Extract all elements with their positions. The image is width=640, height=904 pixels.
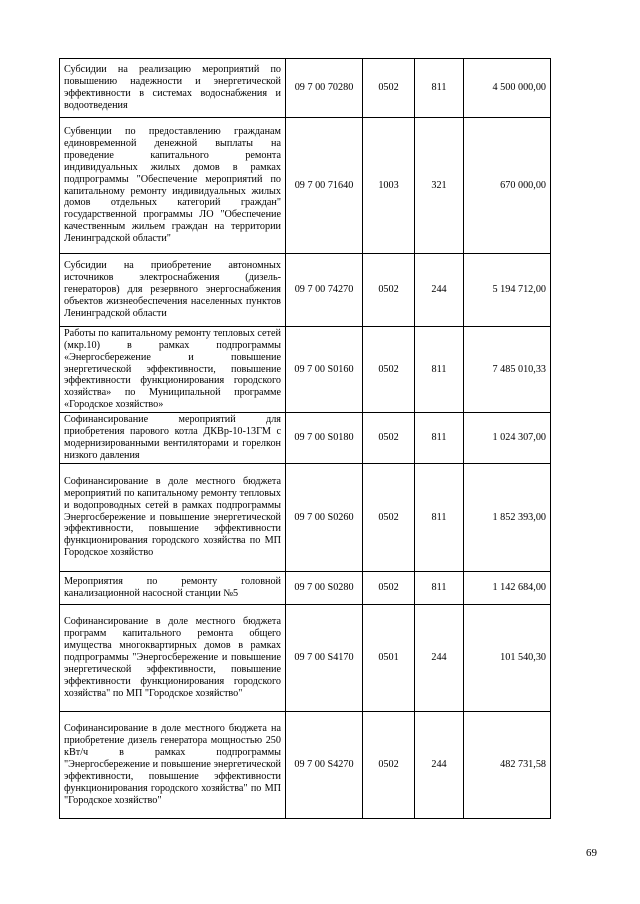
row-target-code: 09 7 00 S0160 xyxy=(286,327,363,413)
row-description: Субсидии на приобретение автономных источников электроснабжения (дизель-генераторов) для резервного энергоснабжения объектов жизнеобеспечения населенных пунктов Ленинградской области xyxy=(60,254,286,327)
row-amount: 1 024 307,00 xyxy=(464,413,551,464)
table-row xyxy=(60,413,551,464)
row-target-code: 09 7 00 S4170 xyxy=(286,605,363,712)
row-description: Мероприятия по ремонту головной канализационной насосной станции №5 xyxy=(60,572,286,605)
row-target-code: 09 7 00 70280 xyxy=(286,59,363,118)
row-target-code: 09 7 00 S4270 xyxy=(286,712,363,819)
row-section-code: 0502 xyxy=(363,59,415,118)
row-expense-type: 244 xyxy=(415,712,464,819)
table-row xyxy=(60,118,551,254)
row-description: Софинансирование в доле местного бюджета мероприятий по капитальному ремонту тепловых и водопроводных сетей в рамках подпрограммы Энергосбережение и повышение энергетической эффективности, повышение эффективности функционирования городского хозяйства по МП Городское хозяйство xyxy=(60,464,286,572)
table-row xyxy=(60,59,551,118)
row-amount: 101 540,30 xyxy=(464,605,551,712)
row-target-code: 09 7 00 S0260 xyxy=(286,464,363,572)
row-expense-type: 321 xyxy=(415,118,464,254)
row-expense-type: 811 xyxy=(415,464,464,572)
row-section-code: 0502 xyxy=(363,413,415,464)
row-target-code: 09 7 00 71640 xyxy=(286,118,363,254)
row-section-code: 0502 xyxy=(363,712,415,819)
table-row xyxy=(60,327,551,413)
row-description: Софинансирование мероприятий для приобретения парового котла ДКВр-10-13ГМ с модернизированными вентиляторами и горелкон низкого давления xyxy=(60,413,286,464)
row-amount: 4 500 000,00 xyxy=(464,59,551,118)
row-amount: 7 485 010,33 xyxy=(464,327,551,413)
table-row xyxy=(60,712,551,819)
budget-table xyxy=(59,58,551,819)
row-description: Софинансирование в доле местного бюджета на приобретение дизель генератора мощностью 250 кВт/ч в рамках подпрограммы "Энергосбережение и повышение энергетической эффективности, повышение эффективности функционирования городского хозяйства" по МП "Городское хозяйство" xyxy=(60,712,286,819)
row-target-code: 09 7 00 S0180 xyxy=(286,413,363,464)
row-amount: 1 852 393,00 xyxy=(464,464,551,572)
row-amount: 670 000,00 xyxy=(464,118,551,254)
row-section-code: 1003 xyxy=(363,118,415,254)
table-row xyxy=(60,572,551,605)
table-row xyxy=(60,254,551,327)
row-section-code: 0502 xyxy=(363,572,415,605)
row-description: Софинансирование в доле местного бюджета программ капитального ремонта общего имущества многоквартирных домов в рамках подпрограммы "Энергосбережение и повышение энергетической эффективности, повышение эффективности функционирования городского хозяйства" по МП "Городское хозяйство" xyxy=(60,605,286,712)
row-expense-type: 244 xyxy=(415,605,464,712)
row-expense-type: 811 xyxy=(415,59,464,118)
row-expense-type: 811 xyxy=(415,413,464,464)
table-row xyxy=(60,605,551,712)
row-description: Субсидии на реализацию мероприятий по повышению надежности и энергетической эффективности в системах водоснабжения и водоотведения xyxy=(60,59,286,118)
row-description: Субвенции по предоставлению гражданам единовременной денежной выплаты на проведение капитального ремонта индивидуальных жилых домов в рамках подпрограммы "Обеспечение мероприятий по капитальному ремонту индивидуальных жилых домов отдельных категорий граждан" государственной программы ЛО "Обеспечение качественным жильем граждан на территории Ленинградской области" xyxy=(60,118,286,254)
row-amount: 1 142 684,00 xyxy=(464,572,551,605)
row-section-code: 0502 xyxy=(363,464,415,572)
row-description: Работы по капитальному ремонту тепловых сетей (мкр.10) в рамках подпрограммы «Энергосбережение и повышение энергетической эффективности, повышение эффективности функционирования городского хозяйства» по Муниципальной программе «Городское хозяйство» xyxy=(60,327,286,413)
row-section-code: 0502 xyxy=(363,327,415,413)
table-row xyxy=(60,464,551,572)
row-target-code: 09 7 00 S0280 xyxy=(286,572,363,605)
row-section-code: 0501 xyxy=(363,605,415,712)
row-expense-type: 244 xyxy=(415,254,464,327)
row-expense-type: 811 xyxy=(415,327,464,413)
row-expense-type: 811 xyxy=(415,572,464,605)
row-amount: 5 194 712,00 xyxy=(464,254,551,327)
row-target-code: 09 7 00 74270 xyxy=(286,254,363,327)
page-number: 69 xyxy=(586,847,597,859)
budget-table-body xyxy=(60,59,551,819)
row-section-code: 0502 xyxy=(363,254,415,327)
row-amount: 482 731,58 xyxy=(464,712,551,819)
